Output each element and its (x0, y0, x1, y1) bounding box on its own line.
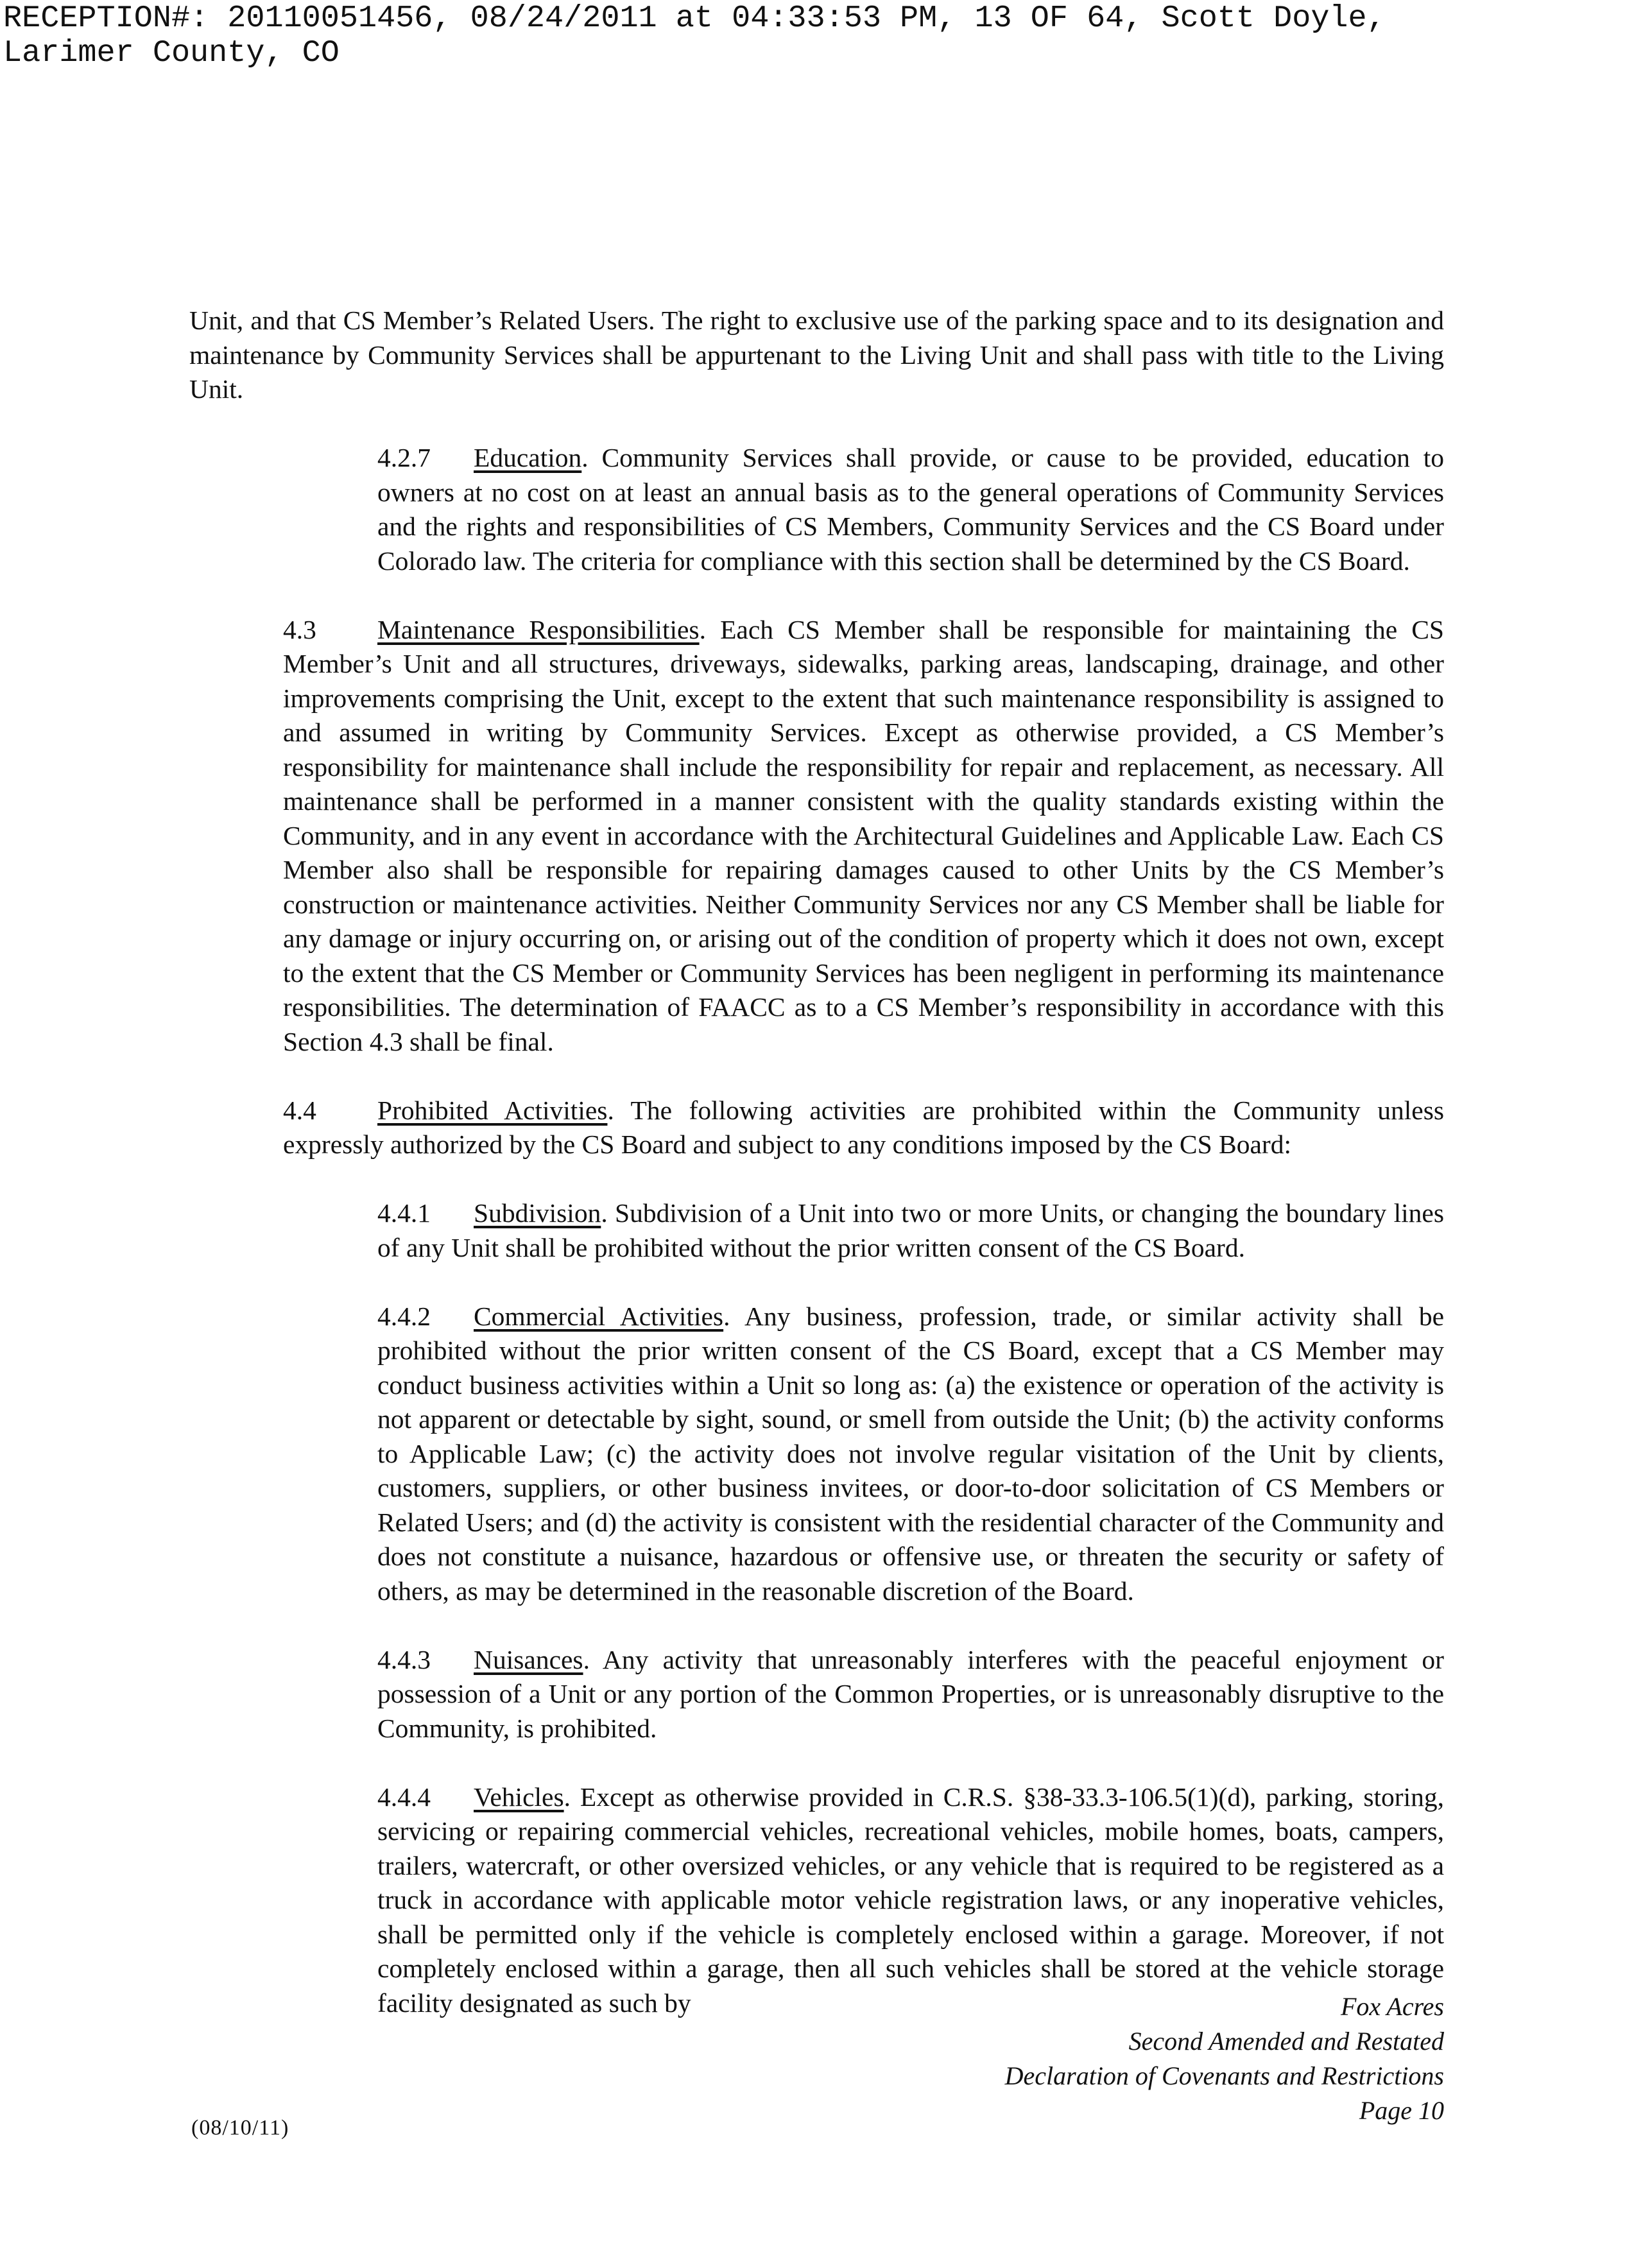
section-heading: Vehicles (474, 1782, 564, 1812)
section-number: 4.3 (283, 614, 316, 644)
footer-revision-date: (08/10/11) (191, 2116, 289, 2140)
document-footer (674, 1989, 1444, 2128)
footer-document-subtitle: Second Amended and Restated (1128, 2027, 1444, 2056)
section-4-4-4 (189, 1780, 1444, 2021)
section-heading: Maintenance Responsibilities (377, 614, 700, 644)
section-text: . Each CS Member shall be responsible for maintaining the CS Member’s Unit and all structures, driveways, sidewalks, parking areas, landscaping, drainage, and other improvements comprising the Unit, except to the extent that such maintenance responsibility is assigned to and assumed in writing by Community Services. Except as otherwise provided, a CS Member’s responsibility for maintenance shall include the responsibility for repair and replacement, as necessary. All maintenance shall be performed in a manner consistent with the quality standards existing within the Community, and in any event in accordance with the Architectural Guidelines and Applicable Law. Each CS Member also shall be responsible for repairing damages caused to other Units by the CS Member’s construction or maintenance activities. Neither Community Services nor any CS Member shall be liable for any damage or injury occurring on, or arising out of the condition of property which it does not own, except to the extent that the CS Member or Community Services has been negligent in performing its maintenance responsibilities. The determination of FAACC as to a CS Member’s responsibility in accordance with this Section 4.3 shall be final. (283, 614, 1444, 1056)
footer-document-title: Declaration of Covenants and Restrictions (1004, 2061, 1444, 2090)
recording-stamp (3, 1, 1608, 71)
document-body (189, 304, 1444, 2020)
section-heading: Commercial Activities (474, 1301, 724, 1331)
section-4-4-1 (189, 1196, 1444, 1265)
section-text: . The following activities are prohibited within the Community unless expressly authorized by the CS Board and subject to any conditions imposed by the CS Board: (283, 1095, 1444, 1159)
section-heading: Education (474, 443, 582, 472)
paragraph-text: Unit, and that CS Member’s Related Users. The right to exclusive use of the parking space and to its designation and maintenance by Community Services shall be appurtenant to the Living Unit and shall pass with title to the Living Unit. (189, 305, 1444, 404)
section-4-4-2 (189, 1300, 1444, 1609)
section-4-3 (189, 613, 1444, 1060)
footer-page-number: Page 10 (1359, 2096, 1444, 2125)
section-number: 4.4.2 (377, 1301, 431, 1331)
section-number: 4.2.7 (377, 443, 431, 472)
section-text: . Subdivision of a Unit into two or more Units, or changing the boundary lines of any Unit shall be prohibited without the prior written consent of the CS Board. (377, 1198, 1444, 1262)
section-number: 4.4 (283, 1095, 316, 1125)
section-text: . Any activity that unreasonably interferes with the peaceful enjoyment or possession of a Unit or any portion of the Common Properties, or is unreasonably disruptive to the Community, is prohibited. (377, 1644, 1444, 1743)
section-number: 4.4.3 (377, 1644, 431, 1674)
section-4-2-7 (189, 441, 1444, 578)
section-number: 4.4.1 (377, 1198, 431, 1228)
footer-community-name: Fox Acres (1340, 1992, 1444, 2021)
recording-stamp-line-2: Larimer County, CO (3, 35, 340, 71)
section-text: . Any business, profession, trade, or similar activity shall be prohibited without the prior written consent of the CS Board, except that a CS Member may conduct business activities within a Unit so long as: (a) the existence or operation of the activity is not apparent or detectable by sight, sound, or smell from outside the Unit; (b) the activity conforms to Applicable Law; (c) the activity does not involve regular visitation of the Unit by clients, customers, suppliers, or other business invitees, or door-to-door solicitation of CS Members or Related Users; and (d) the activity is consistent with the residential character of the Community and does not constitute a nuisance, hazardous or offensive use, or threaten the security or safety of others, as may be determined in the reasonable discretion of the Board. (377, 1301, 1445, 1606)
section-4-4-3 (189, 1643, 1444, 1746)
section-4-4 (189, 1094, 1444, 1162)
section-heading: Nuisances (474, 1644, 583, 1674)
section-heading: Subdivision (474, 1198, 601, 1228)
section-number: 4.4.4 (377, 1782, 431, 1812)
paragraph-continuation (189, 304, 1444, 407)
section-text: . Community Services shall provide, or cause to be provided, education to owners at no cost on at least an annual basis as to the general operations of Community Services and the rights and responsibilities of CS Members, Community Services and the CS Board under Colorado law. The criteria for compliance with this section shall be determined by the CS Board. (377, 443, 1444, 576)
section-heading: Prohibited Activities (377, 1095, 608, 1125)
section-text: . Except as otherwise provided in C.R.S. §38-33.3-106.5(1)(d), parking, storing, servicing or repairing commercial vehicles, recreational vehicles, mobile homes, boats, campers, trailers, watercraft, or other oversized vehicles, or any vehicle that is required to be registered as a truck in accordance with applicable motor vehicle registration laws, or any inoperative vehicles, shall be permitted only if the vehicle is completely enclosed within a garage. Moreover, if not completely enclosed within a garage, then all such vehicles shall be stored at the vehicle storage facility designated as such by (377, 1782, 1444, 2018)
recording-stamp-line-1: RECEPTION#: 20110051456, 08/24/2011 at 04:33:53 PM, 13 OF 64, Scott Doyle, (3, 1, 1386, 36)
